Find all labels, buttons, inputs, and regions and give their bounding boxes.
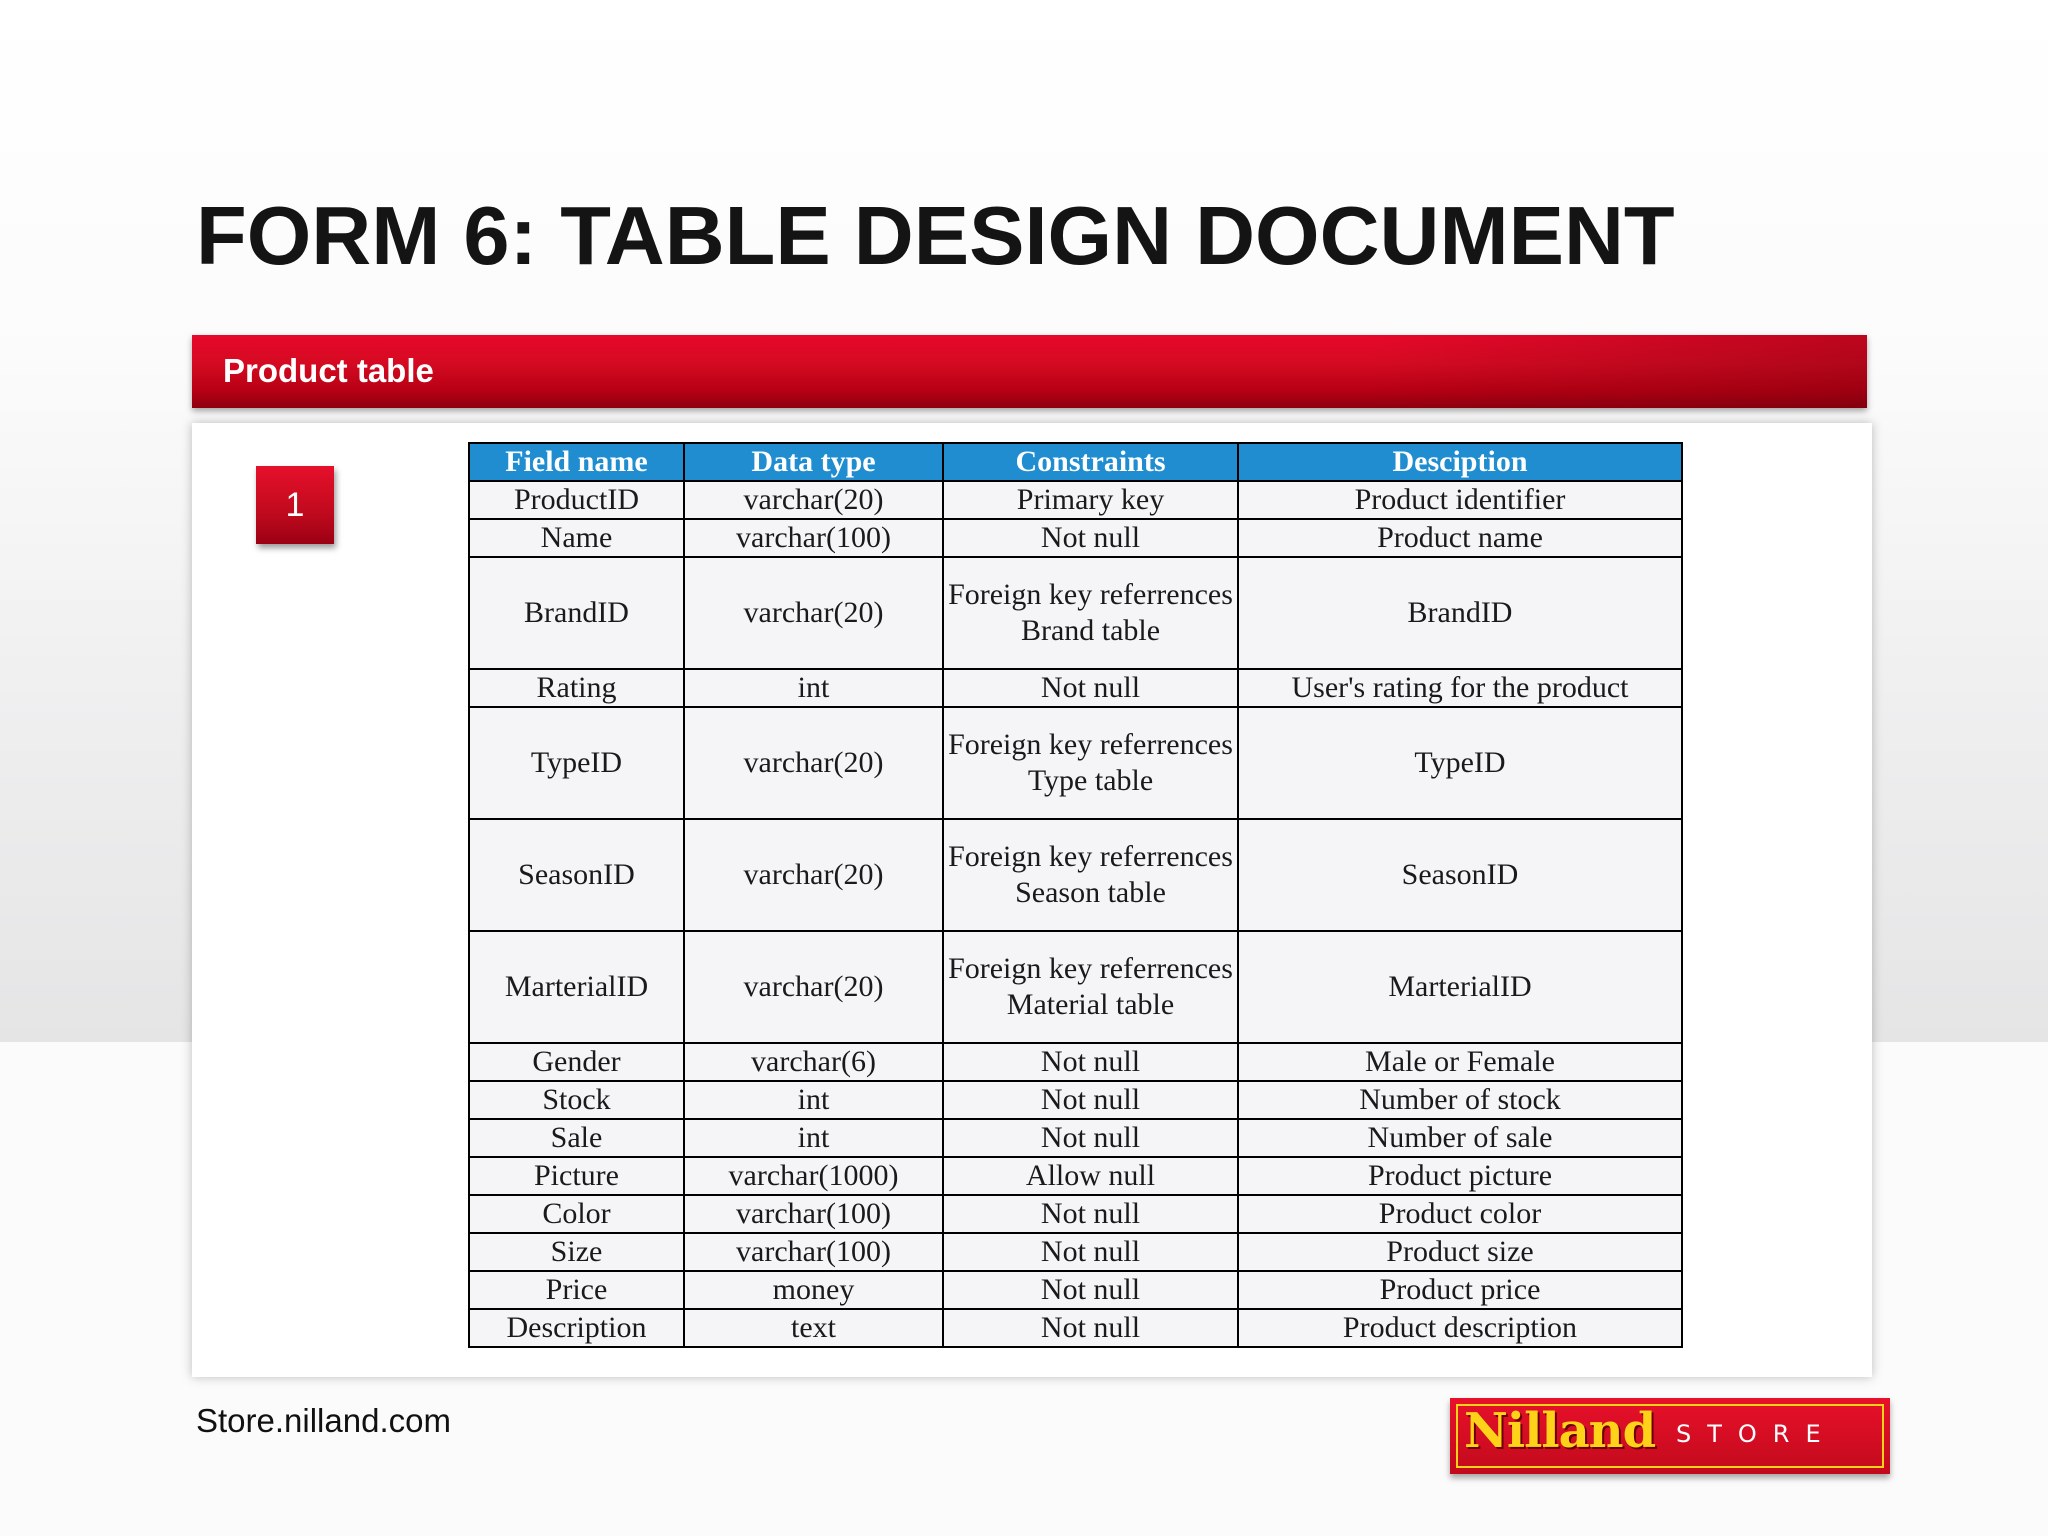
cell-type: text <box>684 1309 943 1347</box>
cell-type: varchar(6) <box>684 1043 943 1081</box>
cell-field: Picture <box>469 1157 684 1195</box>
cell-type: varchar(100) <box>684 1233 943 1271</box>
table-row <box>469 1043 1682 1081</box>
cell-description: SeasonID <box>1238 819 1682 931</box>
cell-description: Product size <box>1238 1233 1682 1271</box>
table-row <box>469 1233 1682 1271</box>
cell-field: Gender <box>469 1043 684 1081</box>
cell-type: money <box>684 1271 943 1309</box>
cell-description: Product description <box>1238 1309 1682 1347</box>
cell-constraint: Not null <box>943 669 1238 707</box>
cell-field: Price <box>469 1271 684 1309</box>
cell-description: Product price <box>1238 1271 1682 1309</box>
cell-constraint: Not null <box>943 1081 1238 1119</box>
cell-field: MarterialID <box>469 931 684 1043</box>
cell-constraint: Not null <box>943 1233 1238 1271</box>
cell-constraint: Foreign key referrences Type table <box>943 707 1238 819</box>
table-row <box>469 1119 1682 1157</box>
cell-type: int <box>684 669 943 707</box>
table-row <box>469 931 1682 1043</box>
cell-constraint: Foreign key referrences Season table <box>943 819 1238 931</box>
footer-url[interactable]: Store.nilland.com <box>196 1402 451 1439</box>
page-title: FORM 6: TABLE DESIGN DOCUMENT <box>196 189 1675 282</box>
cell-field: ProductID <box>469 481 684 519</box>
section-header-shade <box>1367 335 1867 408</box>
cell-description: TypeID <box>1238 707 1682 819</box>
item-number-badge: 1 <box>256 466 334 544</box>
table-row <box>469 819 1682 931</box>
section-header-label: Product table <box>223 352 434 389</box>
cell-description: MarterialID <box>1238 931 1682 1043</box>
logo-store-text: STORE <box>1676 1420 1837 1448</box>
cell-type: varchar(20) <box>684 557 943 669</box>
cell-constraint: Primary key <box>943 481 1238 519</box>
cell-type: varchar(100) <box>684 1195 943 1233</box>
cell-field: TypeID <box>469 707 684 819</box>
table-design <box>468 442 1683 1348</box>
table-row <box>469 1195 1682 1233</box>
header-description: Desciption <box>1238 443 1682 481</box>
cell-description: Product picture <box>1238 1157 1682 1195</box>
cell-field: Sale <box>469 1119 684 1157</box>
cell-field: BrandID <box>469 557 684 669</box>
section-header-bar <box>192 335 1867 408</box>
cell-field: SeasonID <box>469 819 684 931</box>
cell-field: Description <box>469 1309 684 1347</box>
header-data-type: Data type <box>684 443 943 481</box>
cell-constraint: Not null <box>943 1043 1238 1081</box>
cell-constraint: Not null <box>943 1271 1238 1309</box>
table-row <box>469 1271 1682 1309</box>
cell-constraint: Not null <box>943 1309 1238 1347</box>
cell-type: varchar(1000) <box>684 1157 943 1195</box>
table-header-row <box>469 443 1682 481</box>
cell-description: Number of sale <box>1238 1119 1682 1157</box>
cell-description: Male or Female <box>1238 1043 1682 1081</box>
table-row <box>469 1157 1682 1195</box>
cell-constraint: Foreign key referrences Brand table <box>943 557 1238 669</box>
cell-field: Size <box>469 1233 684 1271</box>
cell-type: varchar(20) <box>684 931 943 1043</box>
cell-description: User's rating for the product <box>1238 669 1682 707</box>
cell-description: Product name <box>1238 519 1682 557</box>
cell-field: Rating <box>469 669 684 707</box>
table-row <box>469 481 1682 519</box>
cell-type: varchar(100) <box>684 519 943 557</box>
header-constraints: Constraints <box>943 443 1238 481</box>
cell-field: Stock <box>469 1081 684 1119</box>
table-row <box>469 1309 1682 1347</box>
cell-constraint: Not null <box>943 1195 1238 1233</box>
logo-brand-text: Nilland <box>1464 1403 1656 1459</box>
cell-constraint: Not null <box>943 1119 1238 1157</box>
cell-type: varchar(20) <box>684 707 943 819</box>
table-row <box>469 1081 1682 1119</box>
cell-type: varchar(20) <box>684 481 943 519</box>
cell-description: Product identifier <box>1238 481 1682 519</box>
table-row <box>469 557 1682 669</box>
cell-description: Number of stock <box>1238 1081 1682 1119</box>
cell-field: Name <box>469 519 684 557</box>
cell-type: int <box>684 1119 943 1157</box>
cell-description: Product color <box>1238 1195 1682 1233</box>
table-row <box>469 707 1682 819</box>
cell-constraint: Allow null <box>943 1157 1238 1195</box>
table-row <box>469 669 1682 707</box>
cell-field: Color <box>469 1195 684 1233</box>
cell-type: int <box>684 1081 943 1119</box>
nilland-store-logo <box>1450 1398 1890 1474</box>
cell-constraint: Foreign key referrences Material table <box>943 931 1238 1043</box>
cell-description: BrandID <box>1238 557 1682 669</box>
table-row <box>469 519 1682 557</box>
cell-constraint: Not null <box>943 519 1238 557</box>
header-field-name: Field name <box>469 443 684 481</box>
cell-type: varchar(20) <box>684 819 943 931</box>
